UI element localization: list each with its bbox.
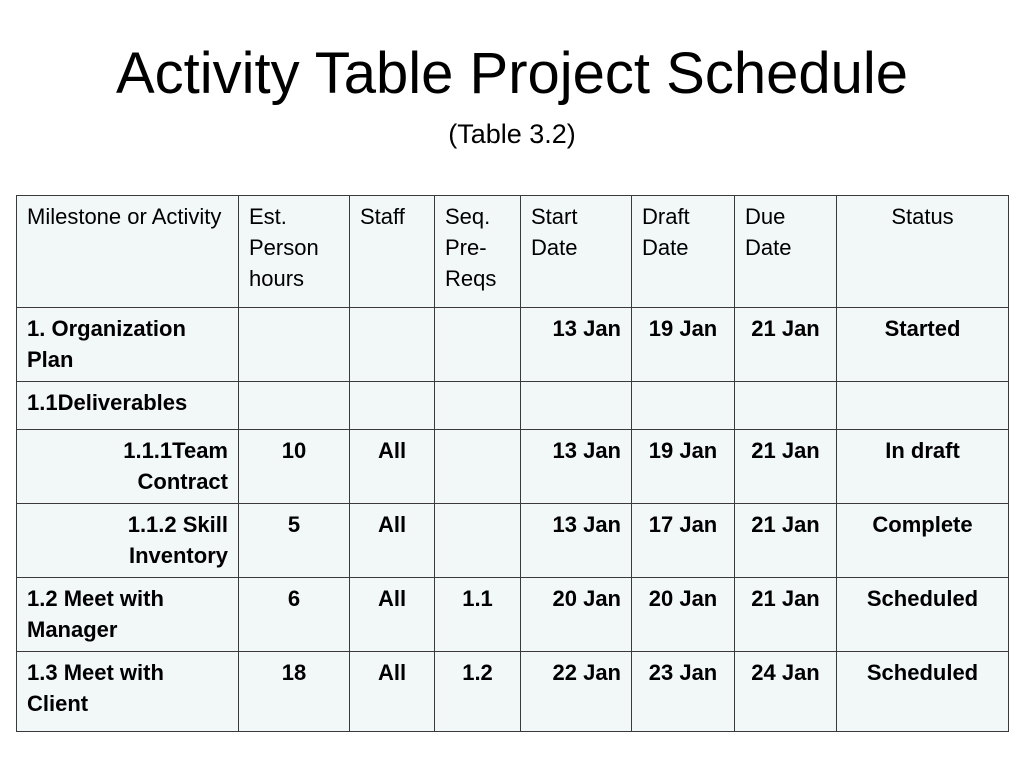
table-row bbox=[17, 652, 1009, 732]
status-cell bbox=[837, 382, 1009, 430]
prereqs-cell: 1.2 bbox=[435, 652, 521, 732]
header-start-date: Start Date bbox=[521, 196, 632, 308]
schedule-table bbox=[16, 195, 1009, 732]
start-date-cell: 13 Jan bbox=[521, 504, 632, 578]
table-row bbox=[17, 578, 1009, 652]
table-row bbox=[17, 504, 1009, 578]
hours-cell: 6 bbox=[239, 578, 350, 652]
start-date-cell: 20 Jan bbox=[521, 578, 632, 652]
staff-cell: All bbox=[350, 652, 435, 732]
table-row bbox=[17, 308, 1009, 382]
prereqs-cell bbox=[435, 382, 521, 430]
due-date-cell: 24 Jan bbox=[735, 652, 837, 732]
table-row bbox=[17, 382, 1009, 430]
page-title: Activity Table Project Schedule bbox=[115, 41, 908, 106]
draft-date-cell: 23 Jan bbox=[632, 652, 735, 732]
hours-cell: 18 bbox=[239, 652, 350, 732]
staff-cell: All bbox=[350, 504, 435, 578]
due-date-cell bbox=[735, 382, 837, 430]
due-date-cell: 21 Jan bbox=[735, 430, 837, 504]
draft-date-cell: 17 Jan bbox=[632, 504, 735, 578]
activity-cell: 1.1.2 Skill Inventory bbox=[17, 504, 239, 578]
due-date-cell: 21 Jan bbox=[735, 504, 837, 578]
header-staff: Staff bbox=[350, 196, 435, 308]
header-milestone: Milestone or Activity bbox=[17, 196, 239, 308]
status-cell: Scheduled bbox=[837, 652, 1009, 732]
activity-cell: 1.1.1Team Contract bbox=[17, 430, 239, 504]
staff-cell bbox=[350, 308, 435, 382]
activity-cell: 1.1Deliverables bbox=[17, 382, 239, 430]
header-prereqs: Seq. Pre-Reqs bbox=[435, 196, 521, 308]
due-date-cell: 21 Jan bbox=[735, 578, 837, 652]
draft-date-cell: 19 Jan bbox=[632, 308, 735, 382]
staff-cell: All bbox=[350, 578, 435, 652]
header-due-date: Due Date bbox=[735, 196, 837, 308]
page-subtitle: (Table 3.2) bbox=[448, 119, 576, 149]
status-cell: Scheduled bbox=[837, 578, 1009, 652]
staff-cell bbox=[350, 382, 435, 430]
prereqs-cell bbox=[435, 430, 521, 504]
activity-cell: 1. Organization Plan bbox=[17, 308, 239, 382]
hours-cell bbox=[239, 382, 350, 430]
prereqs-cell: 1.1 bbox=[435, 578, 521, 652]
status-cell: Complete bbox=[837, 504, 1009, 578]
draft-date-cell: 19 Jan bbox=[632, 430, 735, 504]
start-date-cell bbox=[521, 382, 632, 430]
header-status: Status bbox=[837, 196, 1009, 308]
staff-cell: All bbox=[350, 430, 435, 504]
prereqs-cell bbox=[435, 308, 521, 382]
header-hours: Est. Person hours bbox=[239, 196, 350, 308]
hours-cell bbox=[239, 308, 350, 382]
due-date-cell: 21 Jan bbox=[735, 308, 837, 382]
prereqs-cell bbox=[435, 504, 521, 578]
draft-date-cell bbox=[632, 382, 735, 430]
header-draft-date: Draft Date bbox=[632, 196, 735, 308]
start-date-cell: 13 Jan bbox=[521, 430, 632, 504]
hours-cell: 5 bbox=[239, 504, 350, 578]
status-cell: In draft bbox=[837, 430, 1009, 504]
start-date-cell: 13 Jan bbox=[521, 308, 632, 382]
draft-date-cell: 20 Jan bbox=[632, 578, 735, 652]
table-row bbox=[17, 430, 1009, 504]
hours-cell: 10 bbox=[239, 430, 350, 504]
table-header-row bbox=[17, 196, 1009, 308]
status-cell: Started bbox=[837, 308, 1009, 382]
start-date-cell: 22 Jan bbox=[521, 652, 632, 732]
activity-cell: 1.3 Meet with Client bbox=[17, 652, 239, 732]
activity-cell: 1.2 Meet with Manager bbox=[17, 578, 239, 652]
